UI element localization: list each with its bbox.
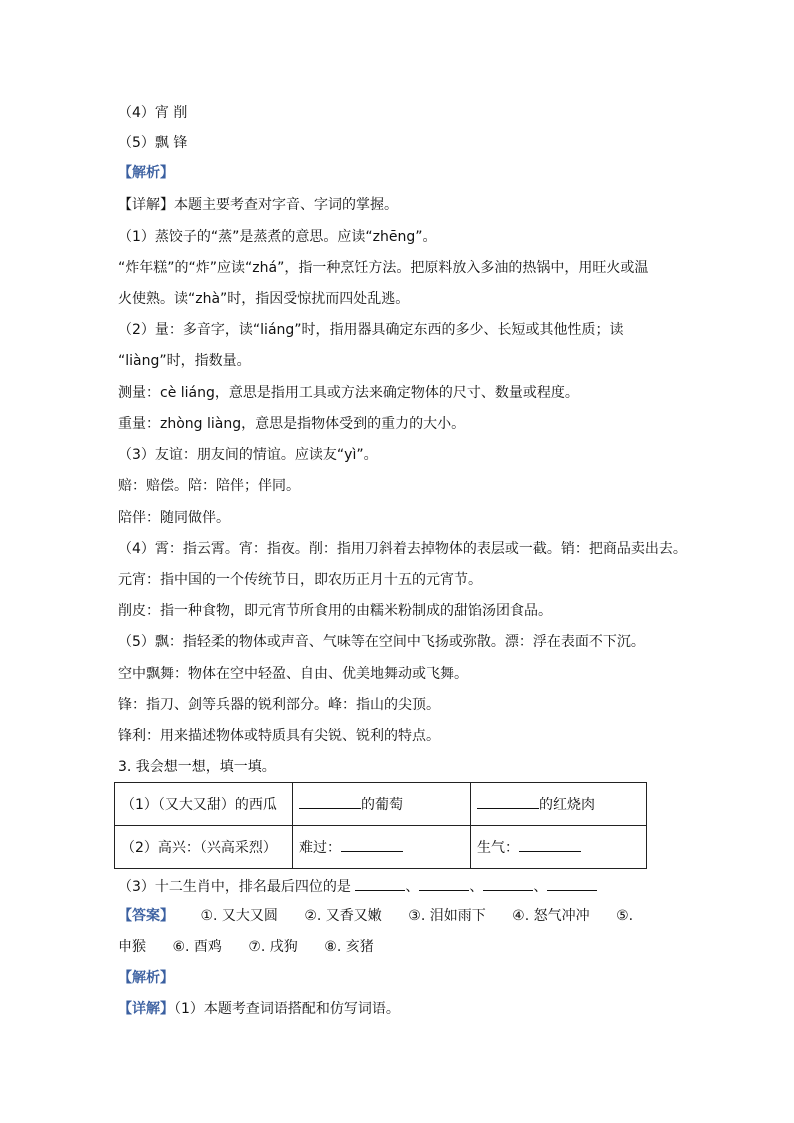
line-6: “炸年糕”的“炸”应读“zhá”，指一种烹饪方法。把原料放入多油的热锅中，用旺火或温 (118, 260, 649, 276)
separator: 、 (469, 879, 484, 895)
separator: 、 (405, 879, 420, 895)
detail-label: 【详解】 (118, 1001, 174, 1017)
analysis-heading: 【解析】 (118, 165, 174, 181)
line-11: 重量：zhòng liàng，意思是指物体受到的重力的大小。 (118, 416, 466, 432)
answer-blank[interactable] (483, 876, 533, 891)
cell-text: 的葡萄 (361, 797, 403, 813)
line-9: “liàng”时，指数量。 (118, 353, 251, 369)
answer-blank[interactable] (519, 837, 581, 852)
line-20: 锋：指刀、剑等兵器的锐利部分。峰：指山的尖顶。 (118, 697, 440, 713)
table-cell (115, 826, 293, 869)
answer-blank[interactable] (547, 876, 597, 891)
cell-text: 的红烧肉 (539, 797, 595, 813)
table-cell (115, 783, 293, 826)
table-cell (293, 783, 471, 826)
line-17: 削皮：指一种食物，即元宵节所食用的由糯米粉制成的甜馅汤团食品。 (118, 603, 552, 619)
question-3-sub (118, 876, 597, 897)
separator: 、 (533, 879, 548, 895)
cell-text: （1）（又大又甜）的西瓜 (121, 797, 277, 813)
answer-option: ①. 又大又圆 (200, 908, 278, 924)
table-row (115, 783, 647, 826)
line-10: 测量：cè liáng，意思是指用工具或方法来确定物体的尺寸、数量或程度。 (118, 385, 579, 401)
answer-blank[interactable] (419, 876, 469, 891)
table-row (115, 826, 647, 869)
line-1: （4）宵 削 (118, 105, 188, 121)
line-2: （5）飘 锋 (118, 135, 188, 151)
answer-blank[interactable] (341, 837, 403, 852)
answer-option: 申猴 (118, 939, 146, 955)
q3-text: （3）十二生肖中，排名最后四位的是 (118, 879, 351, 895)
line-18: （5）飘：指轻柔的物体或声音、气味等在空间中飞扬或弥散。漂：浮在表面不下沉。 (118, 634, 645, 650)
line-12: （3）友谊：朋友间的情谊。应读友“yì”。 (118, 447, 378, 463)
cell-text: 生气： (477, 840, 519, 856)
table-cell (293, 826, 471, 869)
cell-text: （2）高兴：（兴高采烈） (121, 840, 277, 856)
detail-line (118, 999, 400, 1019)
answer-option: ③. 泪如雨下 (408, 908, 486, 924)
line-15: （4）霄：指云霄。宵：指夜。削：指用刀斜着去掉物体的表层或一截。销：把商品卖出去。 (118, 541, 687, 557)
answer-blank[interactable] (355, 876, 405, 891)
line-19: 空中飘舞：物体在空中轻盈、自由、优美地舞动或飞舞。 (118, 666, 468, 682)
analysis-heading-2: 【解析】 (118, 970, 174, 986)
detail-text: （1）本题考查词语搭配和仿写词语。 (174, 1001, 400, 1017)
answer-label: 【答案】 (118, 908, 174, 924)
line-5: （1）蒸饺子的“蒸”是蒸煮的意思。应读“zhēng”。 (118, 229, 437, 245)
line-21: 锋利：用来描述物体或特质具有尖锐、锐利的特点。 (118, 728, 440, 744)
table-cell (471, 826, 647, 869)
answer-option: ④. 怒气冲冲 (512, 908, 590, 924)
table-cell (471, 783, 647, 826)
line-13: 赔：赔偿。陪：陪伴；伴同。 (118, 478, 300, 494)
line-14: 陪伴：随同做伴。 (118, 510, 230, 526)
answer-line-2 (118, 937, 374, 957)
cell-text: 难过： (299, 840, 341, 856)
line-16: 元宵：指中国的一个传统节日，即农历正月十五的元宵节。 (118, 572, 482, 588)
answer-blank[interactable] (477, 794, 539, 809)
fill-in-table (114, 782, 647, 869)
answer-line (118, 906, 633, 926)
line-8: （2）量：多音字，读“liáng”时，指用器具确定东西的多少、长短或其他性质；读 (118, 322, 624, 338)
answer-option: ⑦. 戌狗 (248, 939, 298, 955)
answer-option: ②. 又香又嫩 (304, 908, 382, 924)
line-7: 火使熟。读“zhà”时，指因受惊扰而四处乱逃。 (118, 291, 410, 307)
answer-option: ⑧. 亥猪 (324, 939, 374, 955)
answer-blank[interactable] (299, 794, 361, 809)
line-4: 【详解】本题主要考查对字音、字词的掌握。 (118, 197, 398, 213)
answer-option: ⑥. 酉鸡 (172, 939, 222, 955)
question-3-heading: 3. 我会想一想，填一填。 (118, 759, 276, 775)
answer-option: ⑤. (616, 908, 634, 924)
